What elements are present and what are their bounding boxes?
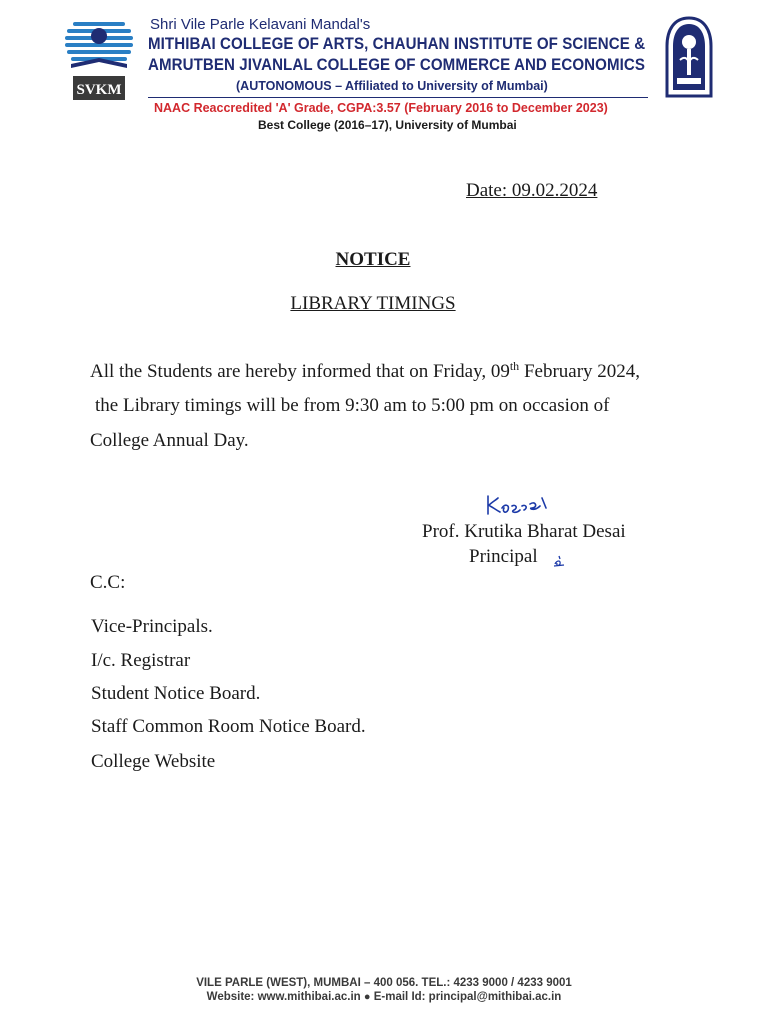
signatory-name: Prof. Krutika Bharat Desai: [422, 521, 626, 542]
initial-mark: [552, 554, 566, 568]
notice-subject: LIBRARY TIMINGS: [290, 293, 456, 314]
cc-list-item: I/c. Registrar: [91, 650, 191, 671]
cc-list-item: Staff Common Room Notice Board.: [91, 716, 366, 737]
best-college-award: Best College (2016–17), University of Mumbai: [258, 118, 517, 132]
svkm-logo: [63, 18, 135, 102]
cc-list-item: Student Notice Board.: [91, 683, 261, 704]
footer-email: E-mail Id: principal@mithibai.ac.in: [373, 991, 562, 1003]
header-divider: [148, 97, 648, 98]
handwritten-signature: [484, 490, 554, 518]
svg-text:SVKM: SVKM: [76, 82, 122, 98]
notice-body-line3: College Annual Day.: [90, 430, 249, 451]
autonomous-status: (AUTONOMOUS – Affiliated to University of Mumbai): [236, 79, 548, 93]
cc-list-item: Vice-Principals.: [91, 616, 213, 637]
footer-contact: [0, 991, 768, 1003]
notice-body-line2: the Library timings will be from 9:30 am to 5:00 pm on occasion of: [95, 395, 610, 416]
notice-date: Date: 09.02.2024: [466, 180, 598, 201]
cc-list-item: College Website: [91, 751, 216, 772]
footer-website: Website: www.mithibai.ac.in: [206, 991, 361, 1003]
mandal-name: Shri Vile Parle Kelavani Mandal's: [150, 16, 371, 33]
notice-body-line1: All the Students are hereby informed that on Friday, 09th February 2024,: [90, 359, 641, 382]
footer-address: VILE PARLE (WEST), MUMBAI – 400 056. TEL.: 4233 9000 / 4233 9001: [196, 977, 572, 989]
notice-title: NOTICE: [335, 249, 411, 270]
college-name-line1: MITHIBAI COLLEGE OF ARTS, CHAUHAN INSTITUTE OF SCIENCE &: [148, 35, 646, 53]
naac-accreditation: NAAC Reaccredited 'A' Grade, CGPA:3.57 (February 2016 to December 2023): [154, 101, 608, 115]
footer-separator: ●: [363, 991, 371, 1003]
college-crest-logo: [664, 16, 714, 98]
signatory-title: Principal: [469, 546, 538, 567]
cc-label: C.C:: [90, 572, 126, 593]
college-name-line2: AMRUTBEN JIVANLAL COLLEGE OF COMMERCE AND ECONOMICS: [148, 56, 646, 74]
